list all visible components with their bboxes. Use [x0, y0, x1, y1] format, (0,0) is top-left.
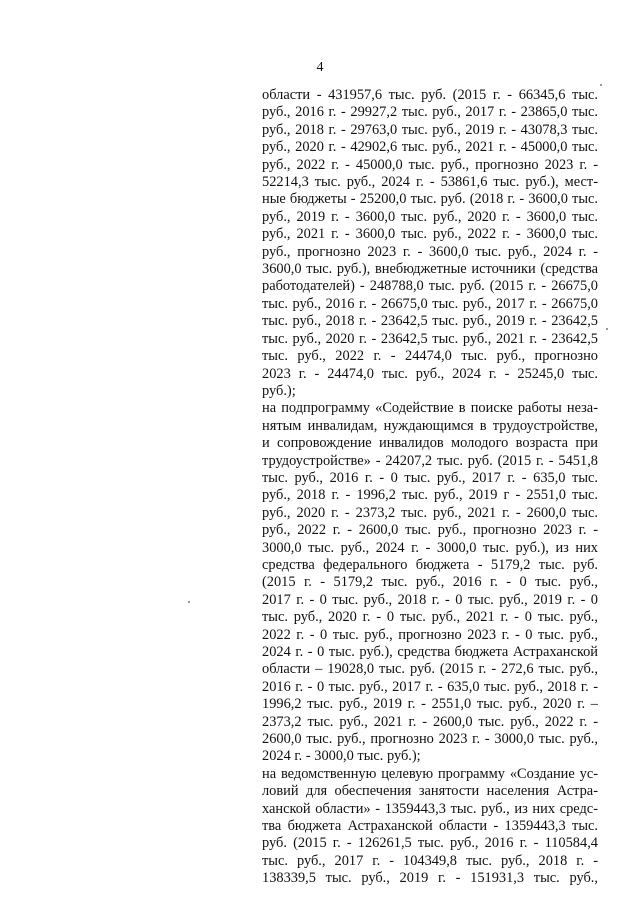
- text-line: 2600,0 тыс. руб., прогнозно 2023 г. - 3000,0 тыс. руб.,: [262, 731, 598, 748]
- text-line: и сопровождение инвалидов молодого возраста при: [262, 435, 598, 452]
- text-line: 2022 г. - 0 тыс. руб., прогнозно 2023 г. - 0 тыс. руб.,: [262, 626, 598, 643]
- text-line: руб., 2016 г. - 29927,2 тыс. руб., 2017 г. - 23865,0 тыс.: [262, 104, 598, 121]
- text-line: руб.);: [262, 382, 296, 399]
- text-line: 2017 г. - 0 тыс. руб., 2018 г. - 0 тыс. руб., 2019 г. - 0: [262, 591, 598, 608]
- text-line: тыс. руб., 2022 г. - 24474,0 тыс. руб., прогнозно: [262, 348, 598, 365]
- page-number: 4: [316, 60, 324, 75]
- text-line: тыс. руб., 2018 г. - 23642,5 тыс. руб., 2019 г. - 23642,5: [262, 313, 598, 330]
- text-line: области - 431957,6 тыс. руб. (2015 г. - 66345,6 тыс.: [262, 87, 598, 103]
- scan-speck: [188, 601, 190, 603]
- text-line: руб., 2018 г. - 29763,0 тыс. руб., 2019 г. - 43078,3 тыс.: [262, 121, 598, 138]
- document-text-block: [262, 87, 598, 888]
- text-line: 2023 г. - 24474,0 тыс. руб., 2024 г. - 25245,0 тыс.: [262, 365, 598, 382]
- text-line: тыс. руб., 2016 г. - 0 тыс. руб., 2017 г. - 635,0 тыс.: [262, 469, 598, 486]
- text-line: тыс. руб., 2020 г. - 0 тыс. руб., 2021 г. - 0 тыс. руб.,: [262, 609, 598, 626]
- text-line: руб., 2020 г. - 2373,2 тыс. руб., 2021 г. - 2600,0 тыс.: [262, 504, 598, 521]
- text-line: 3000,0 тыс. руб., 2024 г. - 3000,0 тыс. руб.), из них: [262, 539, 598, 556]
- text-line: 2373,2 тыс. руб., 2021 г. - 2600,0 тыс. руб., 2022 г. -: [262, 713, 598, 730]
- text-line: 2016 г. - 0 тыс. руб., 2017 г. - 635,0 тыс. руб., 2018 г. -: [262, 678, 598, 695]
- text-line: руб., 2022 г. - 45000,0 тыс. руб., прогнозно 2023 г. -: [262, 156, 598, 173]
- text-line: руб., 2022 г. - 2600,0 тыс. руб., прогнозно 2023 г. -: [262, 522, 598, 539]
- text-line: руб., прогнозно 2023 г. - 3600,0 тыс. руб., 2024 г. -: [262, 243, 598, 260]
- text-line: 52214,3 тыс. руб., 2024 г. - 53861,6 тыс. руб.), мест-: [262, 174, 598, 191]
- text-line: нятым инвалидам, нуждающимся в трудоустройстве,: [262, 417, 598, 434]
- text-line: тыс. руб., 2017 г. - 104349,8 тыс. руб., 2018 г. -: [262, 852, 598, 869]
- text-line: средства федерального бюджета - 5179,2 тыс. руб.: [262, 556, 598, 573]
- text-line: 138339,5 тыс. руб., 2019 г. - 151931,3 тыс. руб.,: [262, 870, 598, 887]
- text-line: трудоустройстве» - 24207,2 тыс. руб. (2015 г. - 5451,8: [262, 452, 598, 469]
- text-line: руб. (2015 г. - 126261,5 тыс. руб., 2016 г. - 110584,4: [262, 835, 598, 852]
- text-line: (2015 г. - 5179,2 тыс. руб., 2016 г. - 0 тыс. руб.,: [262, 574, 598, 591]
- text-line: 1996,2 тыс. руб., 2019 г. - 2551,0 тыс. руб., 2020 г. –: [262, 696, 598, 713]
- text-line: 2024 г. - 0 тыс. руб.), средства бюджета Астраханской: [262, 644, 598, 660]
- scan-speck: [606, 328, 608, 330]
- text-line: руб., 2018 г. - 1996,2 тыс. руб., 2019 г - 2551,0 тыс.: [262, 487, 598, 504]
- scan-speck: [600, 84, 602, 86]
- text-line: ханской области» - 1359443,3 тыс. руб., из них средс-: [262, 800, 598, 817]
- text-line: ловий для обеспечения занятости населения Астра-: [262, 783, 598, 800]
- text-line: тыс. руб., 2020 г. - 23642,5 тыс. руб., 2021 г. - 23642,5: [262, 330, 598, 347]
- text-line: работодателей) - 248788,0 тыс. руб. (2015 г. - 26675,0: [262, 278, 598, 295]
- text-line: на подпрограмму «Содействие в поиске работы неза-: [262, 400, 598, 417]
- text-line: руб., 2020 г. - 42902,6 тыс. руб., 2021 г. - 45000,0 тыс.: [262, 139, 598, 156]
- text-line: тыс. руб., 2016 г. - 26675,0 тыс. руб., 2017 г. - 26675,0: [262, 295, 598, 312]
- text-line: 2024 г. - 3000,0 тыс. руб.);: [262, 748, 421, 765]
- text-line: руб., 2019 г. - 3600,0 тыс. руб., 2020 г. - 3600,0 тыс.: [262, 208, 598, 225]
- text-line: тва бюджета Астраханской области - 1359443,3 тыс.: [262, 818, 598, 835]
- text-line: области – 19028,0 тыс. руб. (2015 г. - 272,6 тыс. руб.,: [262, 661, 598, 678]
- text-line: 3600,0 тыс. руб.), внебюджетные источники (средства: [262, 261, 598, 278]
- text-line: ные бюджеты - 25200,0 тыс. руб. (2018 г. - 3600,0 тыс.: [262, 191, 598, 208]
- text-line: руб., 2021 г. - 3600,0 тыс. руб., 2022 г. - 3600,0 тыс.: [262, 226, 598, 243]
- text-line: на ведомственную целевую программу «Создание ус-: [262, 765, 598, 782]
